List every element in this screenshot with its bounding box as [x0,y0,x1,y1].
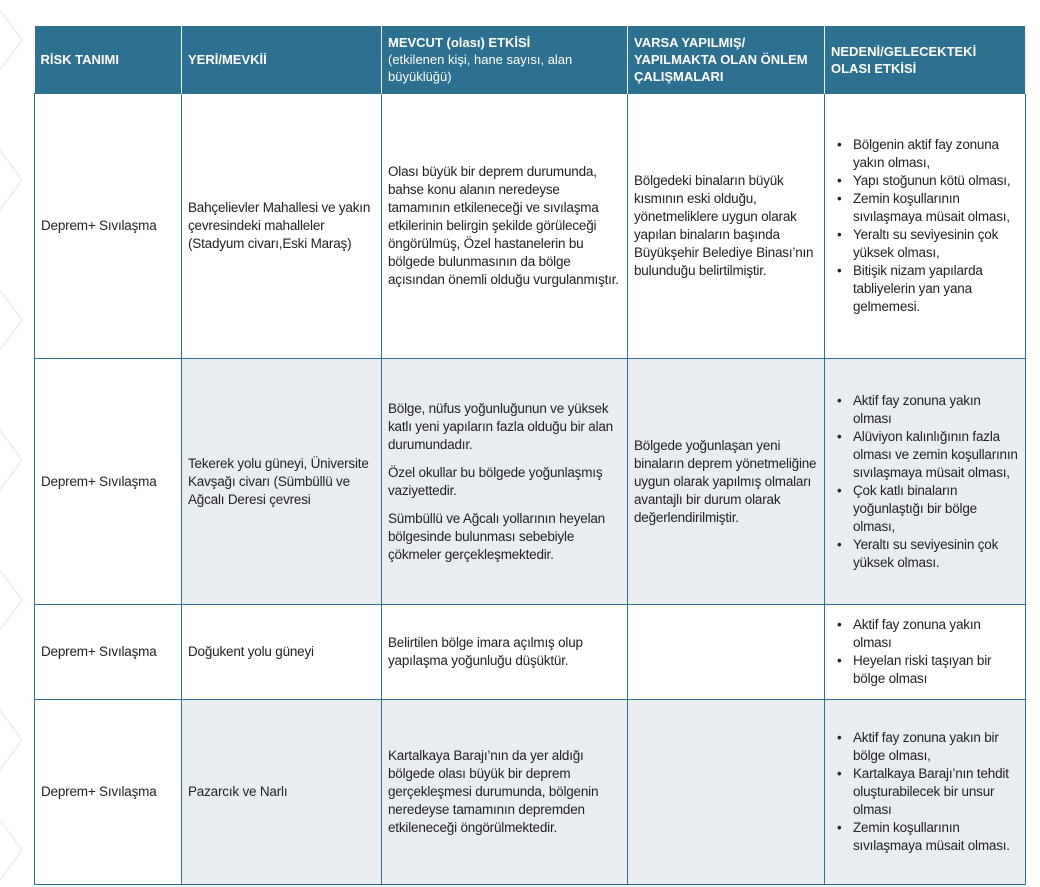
impact-paragraph: Olası büyük bir deprem durumunda, bahse konu alanın neredeyse tamamının etkileneceği ve sıvılaşma etkilerinin belirgin şekilde görüleceği öngörülmüş, Özel hastanelerin bu bölgede bulunmasının da bölge açısından önemli olduğu vurgulanmıştır. [388,164,619,287]
table-row [35,605,1026,700]
impact-paragraph: Belirtilen bölge imara açılmış olup yapılaşma yoğunluğu düşüktür. [388,635,583,668]
measures-cell [628,605,825,700]
impact-paragraph: Sümbüllü ve Ağcalı yollarının heyelan bölgesinde bulunması sebebiyle çökmeler gerçekleşmektedir. [388,510,605,562]
reasons-list [831,392,1019,572]
location-cell: Bahçelievler Mahallesi ve yakın çevresindeki mahalleler (Stadyum civarı,Eski Maraş) [182,94,382,359]
list-item: • Yapı stoğunun kötü olması, [853,172,1019,190]
header-current-impact-title: MEVCUT (olası) ETKİSİ [388,35,531,50]
list-item: • Aktif fay zonuna yakın bir bölge olması, [853,729,1019,765]
risk-table [34,26,1026,885]
impact-cell [382,359,628,605]
reasons-cell [825,94,1026,359]
header-risk-definition: RİSK TANIMI [35,26,182,94]
measures-cell: Bölgedeki binaların büyük kısmının eski olduğu, yönetmeliklere uygun olarak yapılan binaların başında Büyükşehir Belediye Binası’nın bulunduğu belirtilmiştir. [628,94,825,359]
list-item: • Bitişik nizam yapılarda tabliyelerin yan yana gelmemesi. [853,262,1019,316]
location-cell: Tekerek yolu güneyi, Üniversite Kavşağı civarı (Sümbüllü ve Ağcalı Deresi çevresi [182,359,382,605]
table-row [35,700,1026,885]
header-reasons: NEDENİ/GELECEKTEKİ OLASI ETKİSİ [825,26,1026,94]
risk-cell: Deprem+ Sıvılaşma [35,700,182,885]
reasons-cell [825,700,1026,885]
reasons-list [831,616,1019,688]
list-item: • Alüviyon kalınlığının fazla olması ve zemin koşullarının sıvılaşmaya müsait olması, [853,428,1019,482]
reasons-cell [825,605,1026,700]
risk-cell: Deprem+ Sıvılaşma [35,359,182,605]
reasons-cell [825,359,1026,605]
list-item: • Çok katlı binaların yoğunlaştığı bir bölge olması, [853,482,1019,536]
list-item: • Bölgenin aktif fay zonuna yakın olması, [853,136,1019,172]
measures-cell [628,700,825,885]
risk-cell: Deprem+ Sıvılaşma [35,605,182,700]
header-current-impact-subtitle: (etkilenen kişi, hane sayısı, alan büyüklüğü) [388,52,573,84]
header-location: YERİ/MEVKİİ [182,26,382,94]
reasons-list [831,729,1019,855]
table-row [35,94,1026,359]
list-item: • Heyelan riski taşıyan bir bölge olması [853,652,1019,688]
list-item: • Zemin koşullarının sıvılaşmaya müsait olması. [853,819,1019,855]
reasons-list [831,136,1019,316]
header-measures: VARSA YAPILMIŞ/ YAPILMAKTA OLAN ÖNLEM ÇALIŞMALARI [628,26,825,94]
location-cell: Pazarcık ve Narlı [182,700,382,885]
measures-cell: Bölgede yoğunlaşan yeni binaların deprem yönetmeliğine uygun olarak yapılmış olmaları avantajlı bir durum olarak değerlendirilmiştir. [628,359,825,605]
list-item: • Yeraltı su seviyesinin çok yüksek olması. [853,536,1019,572]
list-item: • Aktif fay zonuna yakın olması [853,392,1019,428]
impact-cell [382,605,628,700]
impact-paragraph: Özel okullar bu bölgede yoğunlaşmış vaziyettedir. [388,464,603,498]
header-current-impact [382,26,628,94]
list-item: • Kartalkaya Barajı’nın tehdit oluşturabilecek bir unsur olması [853,765,1019,819]
impact-paragraph: Kartalkaya Barajı’nın da yer aldığı bölgede olası büyük bir deprem gerçekleşmesi durumunda, bölgenin neredeyse tamamının depremden etkileneceği öngörülmektedir. [388,748,599,835]
impact-paragraph: Bölge, nüfus yoğunluğunun ve yüksek katlı yeni yapıların fazla olduğu bir alan durumundadır. [388,400,613,452]
risk-cell: Deprem+ Sıvılaşma [35,94,182,359]
location-cell: Doğukent yolu güneyi [182,605,382,700]
impact-cell [382,700,628,885]
table-row [35,359,1026,605]
list-item: • Yeraltı su seviyesinin çok yüksek olması, [853,226,1019,262]
list-item: • Zemin koşullarının sıvılaşmaya müsait olması, [853,190,1019,226]
list-item: • Aktif fay zonuna yakın olması [853,616,1019,652]
table-header-row [35,26,1026,94]
impact-cell [382,94,628,359]
